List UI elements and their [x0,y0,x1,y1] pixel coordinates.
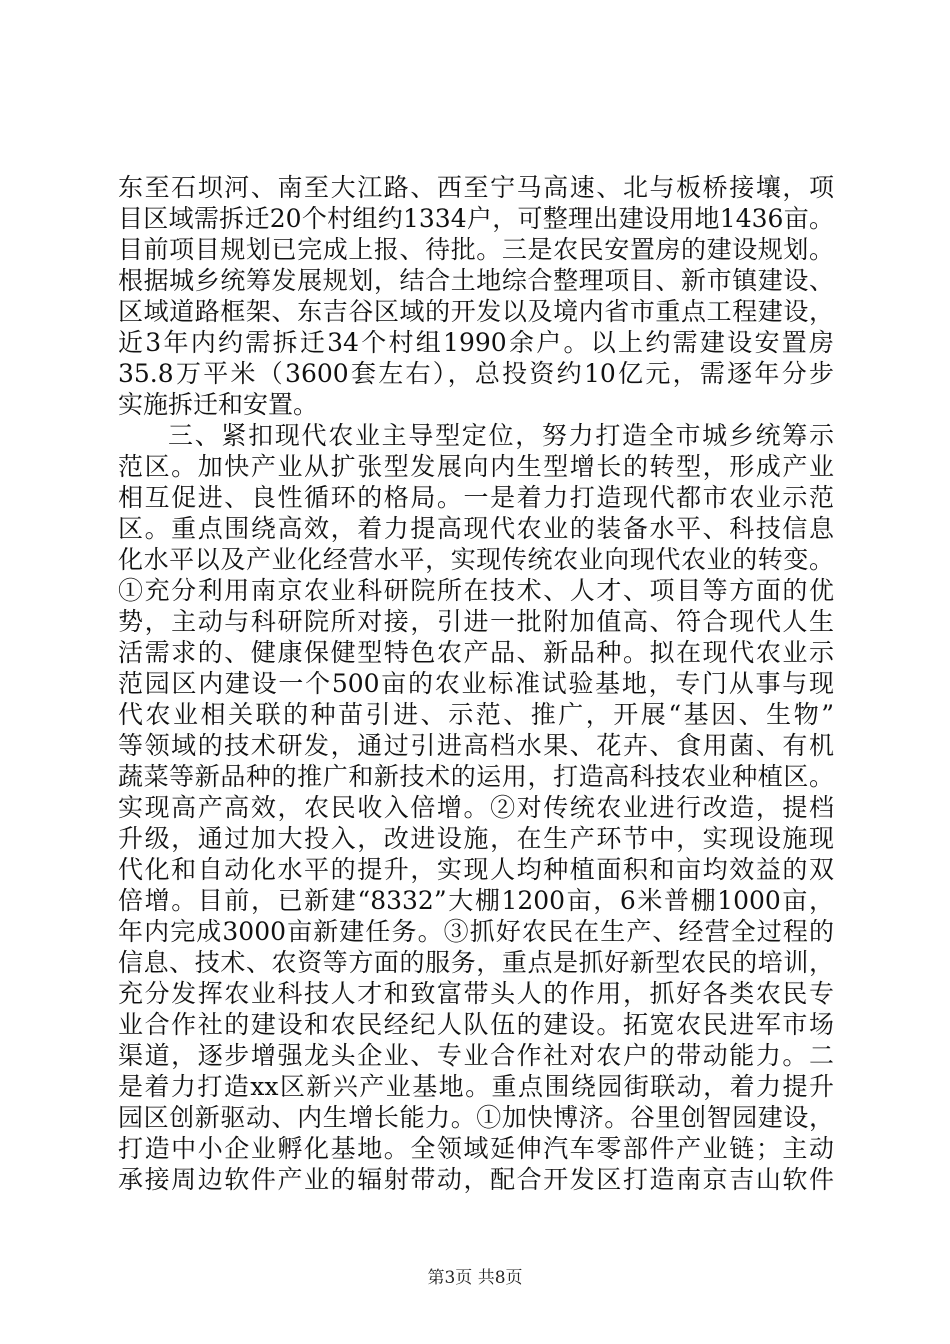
text-line: 园区创新驱动、内生增长能力。①加快博济。谷里创智园建设， [118,1103,834,1132]
text-line: 范区。加快产业从扩张型发展向内生型增长的转型，形成产业 [118,452,834,481]
body-text [118,172,834,1195]
text-line: 代农业相关联的种苗引进、示范、推广，开展“基因、生物” [118,700,834,729]
text-line: 化水平以及产业化经营水平，实现传统农业向现代农业的转变。 [118,545,834,574]
text-line: 代化和自动化水平的提升，实现人均种植面积和亩均效益的双 [118,855,834,884]
text-line: 充分发挥农业科技人才和致富带头人的作用，抓好各类农民专 [118,979,834,1008]
page-number-footer: 第3页 共8页 [427,1268,523,1288]
text-line: 等领域的技术研发，通过引进高档水果、花卉、食用菌、有机 [118,731,834,760]
text-line: 近3年内约需拆迁34个村组1990余户。以上约需建设安置房 [118,328,834,357]
text-line: 范园区内建设一个500亩的农业标准试验基地，专门从事与现 [118,669,834,698]
text-line: 区域道路框架、东吉谷区域的开发以及境内省市重点工程建设， [118,297,834,326]
text-line: 倍增。目前，已新建“8332”大棚1200亩，6米普棚1000亩， [118,886,834,915]
text-line: ①充分利用南京农业科研院所在技术、人才、项目等方面的优 [118,576,834,605]
text-line: 业合作社的建设和农民经纪人队伍的建设。拓宽农民进军市场 [118,1010,834,1039]
text-line: 势，主动与科研院所对接，引进一批附加值高、符合现代人生 [118,607,834,636]
text-line: 相互促进、良性循环的格局。一是着力打造现代都市农业示范 [118,483,834,512]
text-line: 35.8万平米（3600套左右），总投资约10亿元，需逐年分步 [118,359,834,388]
text-line: 目区域需拆迁20个村组约1334户，可整理出建设用地1436亩。 [118,204,834,233]
text-line: 是着力打造xx区新兴产业基地。重点围绕园街联动，着力提升 [118,1072,834,1101]
text-line: 活需求的、健康保健型特色农产品、新品种。拟在现代农业示 [118,638,834,667]
text-line: 信息、技术、农资等方面的服务，重点是抓好新型农民的培训， [118,948,834,977]
section-heading-line: 三、紧扣现代农业主导型定位，努力打造全市城乡统筹示 [168,421,834,450]
text-line: 升级，通过加大投入，改进设施，在生产环节中，实现设施现 [118,824,834,853]
text-line: 区。重点围绕高效，着力提高现代农业的装备水平、科技信息 [118,514,834,543]
text-line: 根据城乡统筹发展规划，结合土地综合整理项目、新市镇建设、 [118,266,834,295]
text-line: 承接周边软件产业的辐射带动，配合开发区打造南京吉山软件 [118,1165,834,1194]
text-line: 目前项目规划已完成上报、待批。三是农民安置房的建设规划。 [118,235,834,264]
text-line: 打造中小企业孵化基地。全领域延伸汽车零部件产业链；主动 [118,1134,834,1163]
text-line: 渠道，逐步增强龙头企业、专业合作社对农户的带动能力。二 [118,1041,834,1070]
text-line: 年内完成3000亩新建任务。③抓好农民在生产、经营全过程的 [118,917,834,946]
text-line: 东至石坝河、南至大江路、西至宁马高速、北与板桥接壤，项 [118,173,834,202]
text-line: 实施拆迁和安置。 [118,390,319,419]
text-line: 蔬菜等新品种的推广和新技术的运用，打造高科技农业种植区。 [118,762,834,791]
text-line: 实现高产高效，农民收入倍增。②对传统农业进行改造，提档 [118,793,834,822]
